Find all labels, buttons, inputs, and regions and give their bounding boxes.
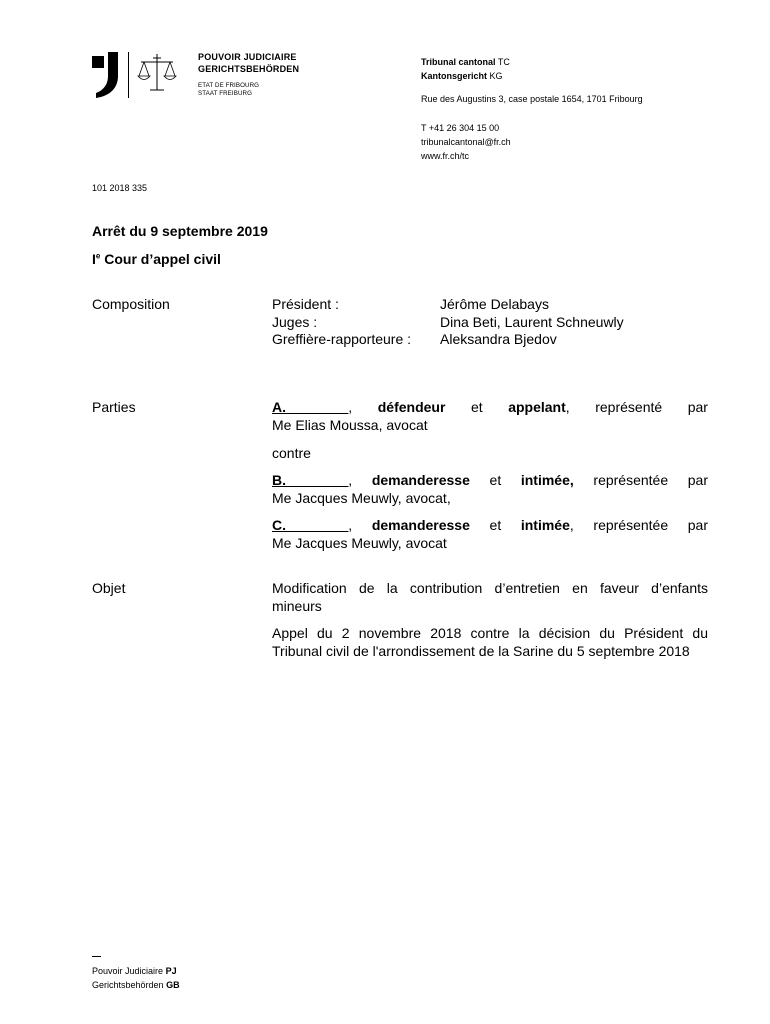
party-c-counsel: Me Jacques Meuwly, avocat (272, 534, 447, 551)
logo-divider (128, 52, 129, 98)
party-b-counsel: Me Jacques Meuwly, avocat, (272, 489, 451, 506)
court-phone: T +41 26 304 15 00 (421, 123, 500, 133)
fribourg-logo-icon (92, 52, 118, 98)
objet-subject-line1: Modification de la contribution d’entretien en faveur d’enfants (272, 580, 708, 596)
state-name-fr: ETAT DE FRIBOURG (198, 82, 260, 89)
composition-names (440, 296, 624, 349)
party-c-line: C.________, demanderesse et intimée, représentée par (272, 517, 708, 533)
court-name-block (421, 55, 510, 83)
court-address: Rue des Augustins 3, case postale 1654, 1701 Fribourg (421, 94, 643, 104)
footer-line-fr: Pouvoir Judiciaire PJ (92, 966, 177, 976)
party-b-line: B.________, demanderesse et intimée, représentée par (272, 472, 708, 488)
objet-appeal-line2: Tribunal civil de l'arrondissement de la Sarine du 5 septembre 2018 (272, 642, 690, 659)
objet-appeal (272, 625, 708, 660)
objet-appeal-line1: Appel du 2 novembre 2018 contre la décision du Président du (272, 625, 708, 641)
party-b (272, 472, 708, 507)
court-name-de: Kantonsgericht KG (421, 71, 503, 81)
institution-name-de: GERICHTSBEHÖRDEN (198, 64, 300, 74)
contre-text: contre (272, 445, 311, 461)
court-email: tribunalcantonal@fr.ch (421, 137, 511, 147)
court-contact (421, 121, 511, 163)
institution-name-fr: POUVOIR JUDICIAIRE (198, 52, 297, 62)
objet-subject-line2: mineurs (272, 597, 322, 614)
role-president: Président : (272, 296, 339, 312)
footer-dash (92, 956, 101, 957)
objet-subject (272, 580, 708, 615)
party-a-line: A.________, défendeur et appelant, représenté par (272, 399, 708, 415)
court-website: www.fr.ch/tc (421, 151, 470, 161)
court-name-fr: Tribunal cantonal TC (421, 57, 510, 67)
party-a-counsel: Me Elias Moussa, avocat (272, 416, 428, 433)
composition-roles (272, 296, 411, 349)
footer-line-de: Gerichtsbehörden GB (92, 980, 180, 990)
decision-title: Arrêt du 9 septembre 2019 (92, 223, 268, 239)
name-clerk: Aleksandra Bjedov (440, 331, 557, 347)
name-president: Jérôme Delabays (440, 296, 549, 312)
role-clerk: Greffière-rapporteure : (272, 331, 412, 347)
court-chamber-title: Ie Cour d’appel civil (92, 251, 221, 267)
party-a (272, 399, 708, 434)
scales-of-justice-icon (137, 52, 177, 94)
state-name-de: STAAT FREIBURG (198, 90, 252, 97)
case-reference: 101 2018 335 (92, 183, 148, 193)
objet-label: Objet (92, 580, 126, 596)
parties-label: Parties (92, 399, 136, 415)
party-c (272, 517, 708, 552)
name-judges: Dina Beti, Laurent Schneuwly (440, 313, 624, 330)
role-judges: Juges : (272, 313, 318, 330)
composition-label: Composition (92, 296, 170, 312)
